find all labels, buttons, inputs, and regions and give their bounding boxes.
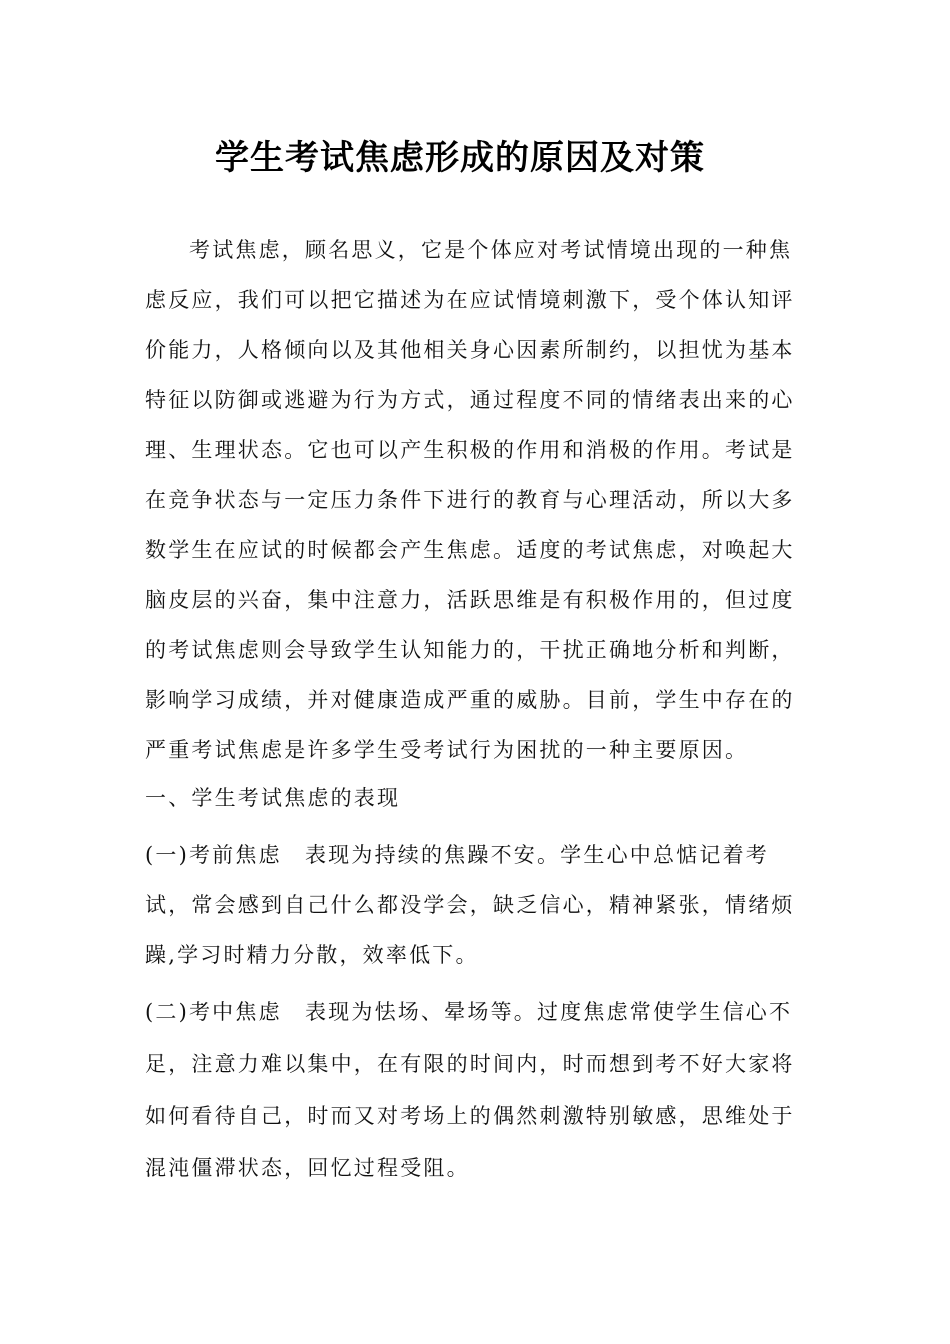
mid-exam-paragraph [145, 986, 805, 1194]
pre-exam-paragraph-text: (一)考前焦虑 表现为持续的焦躁不安。学生心中总惦记着考试，常会感到自己什么都没学会，缺乏信心，精神紧张，情绪烦躁,学习时精力分散，效率低下。 [145, 843, 795, 967]
pre-exam-paragraph [145, 830, 805, 980]
mid-exam-paragraph-text: (二)考中焦虑 表现为怯场、晕场等。过度焦虑常使学生信心不足，注意力难以集中，在有限的时间内，时而想到考不好大家将如何看待自己，时而又对考场上的偶然刺激特别敏感，思维处于混沌僵滞状态，回忆过程受阻。 [145, 1000, 795, 1180]
intro-paragraph-text: 考试焦虑，顾名思义，它是个体应对考试情境出现的一种焦虑反应，我们可以把它描述为在应试情境刺激下，受个体认知评价能力，人格倾向以及其他相关身心因素所制约，以担忧为基本特征以防御或逃避为行为方式，通过程度不同的情绪表出来的心理、生理状态。它也可以产生积极的作用和消极的作用。考试是在竞争状态与一定压力条件下进行的教育与心理活动，所以大多数学生在应试的时候都会产生焦虑。适度的考试焦虑，对唤起大脑皮层的兴奋，集中注意力，活跃思维是有积极作用的，但过度的考试焦虑则会导致学生认知能力的，干扰正确地分析和判断，影响学习成绩，并对健康造成严重的威胁。目前，学生中存在的严重考试焦虑是许多学生受考试行为困扰的一种主要原因。 [145, 238, 795, 762]
document-title: 学生考试焦虑形成的原因及对策 [215, 138, 705, 178]
section-heading-text: 一、学生考试焦虑的表现 [145, 786, 401, 810]
intro-paragraph [145, 225, 805, 775]
section-heading [145, 776, 805, 820]
